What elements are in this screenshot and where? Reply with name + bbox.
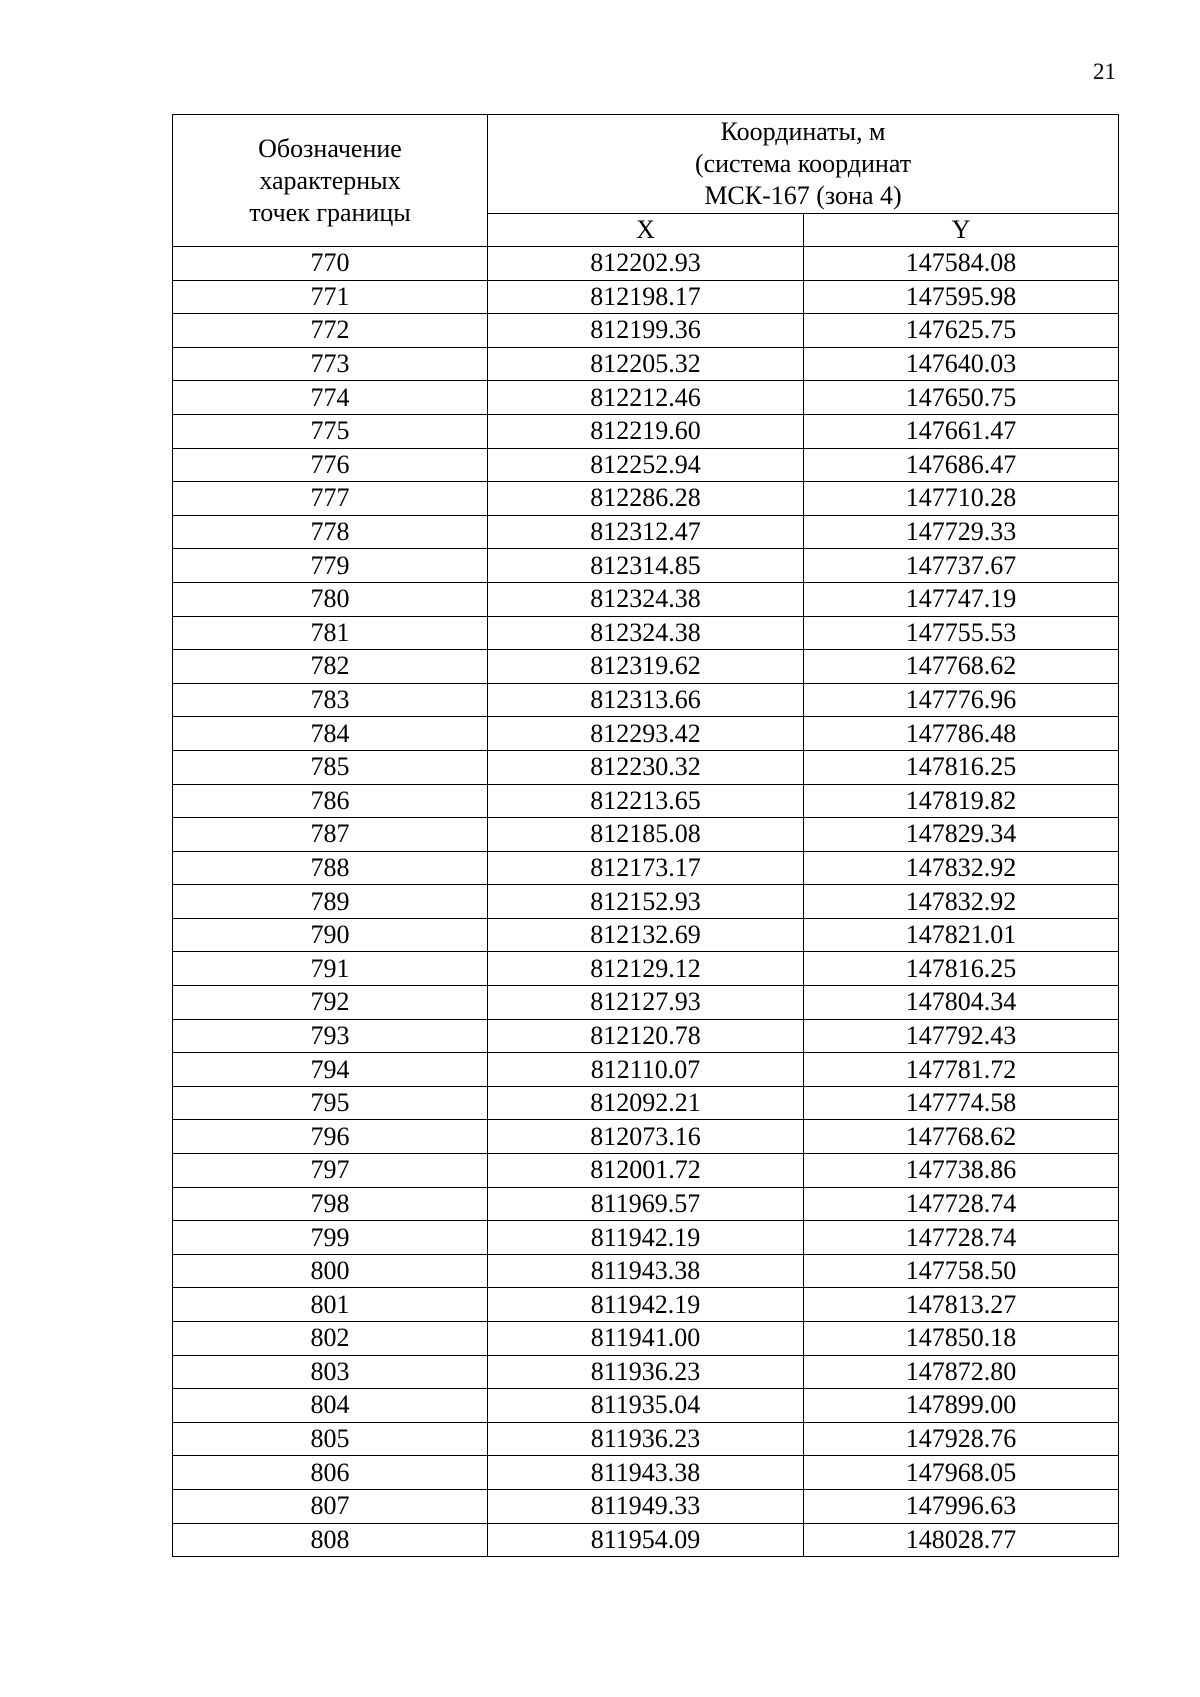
y-coordinate-cell: 147928.76 <box>804 1422 1119 1456</box>
table-row <box>173 918 1119 952</box>
y-coordinate-cell: 147786.48 <box>804 717 1119 751</box>
y-coordinate-cell: 147816.25 <box>804 952 1119 986</box>
x-coordinate-cell: 812129.12 <box>488 952 804 986</box>
x-column-header: X <box>488 214 804 247</box>
table-row <box>173 1254 1119 1288</box>
x-coordinate-cell: 811942.19 <box>488 1288 804 1322</box>
y-coordinate-cell: 147813.27 <box>804 1288 1119 1322</box>
x-coordinate-cell: 812185.08 <box>488 818 804 852</box>
point-number-cell: 770 <box>173 247 488 281</box>
table-row <box>173 314 1119 348</box>
point-number-cell: 775 <box>173 414 488 448</box>
point-number-cell: 783 <box>173 683 488 717</box>
point-number-cell: 805 <box>173 1422 488 1456</box>
x-coordinate-cell: 812073.16 <box>488 1120 804 1154</box>
x-coordinate-cell: 812219.60 <box>488 414 804 448</box>
point-number-cell: 782 <box>173 650 488 684</box>
point-number-cell: 788 <box>173 851 488 885</box>
y-coordinate-cell: 147829.34 <box>804 818 1119 852</box>
x-coordinate-cell: 811941.00 <box>488 1322 804 1356</box>
point-designation-header <box>173 115 488 247</box>
point-number-cell: 802 <box>173 1322 488 1356</box>
y-coordinate-cell: 147737.67 <box>804 549 1119 583</box>
table-row <box>173 784 1119 818</box>
y-coordinate-cell: 147996.63 <box>804 1489 1119 1523</box>
y-coordinate-cell: 147792.43 <box>804 1019 1119 1053</box>
table-row <box>173 750 1119 784</box>
table-row <box>173 582 1119 616</box>
y-coordinate-cell: 147899.00 <box>804 1389 1119 1423</box>
table-row <box>173 1053 1119 1087</box>
x-coordinate-cell: 812213.65 <box>488 784 804 818</box>
x-coordinate-cell: 811954.09 <box>488 1523 804 1557</box>
table-row <box>173 1154 1119 1188</box>
x-coordinate-cell: 812173.17 <box>488 851 804 885</box>
point-number-cell: 779 <box>173 549 488 583</box>
header-line: МСК-167 (зона 4) <box>704 181 902 210</box>
point-number-cell: 796 <box>173 1120 488 1154</box>
y-coordinate-cell: 147821.01 <box>804 918 1119 952</box>
y-coordinate-cell: 147640.03 <box>804 347 1119 381</box>
point-number-cell: 794 <box>173 1053 488 1087</box>
coordinates-header <box>488 115 1119 214</box>
header-line: Обозначение <box>258 133 402 163</box>
y-coordinate-cell: 147781.72 <box>804 1053 1119 1087</box>
point-number-cell: 799 <box>173 1221 488 1255</box>
table-row <box>173 448 1119 482</box>
y-coordinate-cell: 147832.92 <box>804 885 1119 919</box>
point-number-cell: 778 <box>173 515 488 549</box>
x-coordinate-cell: 811942.19 <box>488 1221 804 1255</box>
y-coordinate-cell: 147650.75 <box>804 381 1119 415</box>
y-coordinate-cell: 147728.74 <box>804 1221 1119 1255</box>
table-row <box>173 818 1119 852</box>
y-coordinate-cell: 147850.18 <box>804 1322 1119 1356</box>
point-number-cell: 780 <box>173 582 488 616</box>
coordinates-table <box>172 114 1119 1557</box>
x-coordinate-cell: 812120.78 <box>488 1019 804 1053</box>
y-coordinate-cell: 147584.08 <box>804 247 1119 281</box>
x-coordinate-cell: 811936.23 <box>488 1422 804 1456</box>
header-line: Координаты, м <box>720 117 886 146</box>
point-number-cell: 803 <box>173 1355 488 1389</box>
y-coordinate-cell: 147595.98 <box>804 280 1119 314</box>
y-column-header: Y <box>804 214 1119 247</box>
x-coordinate-cell: 811943.38 <box>488 1254 804 1288</box>
table-row <box>173 1187 1119 1221</box>
x-coordinate-cell: 811969.57 <box>488 1187 804 1221</box>
header-line: (система координат <box>694 149 912 178</box>
table-row <box>173 280 1119 314</box>
x-coordinate-cell: 812202.93 <box>488 247 804 281</box>
point-number-cell: 786 <box>173 784 488 818</box>
y-coordinate-cell: 147804.34 <box>804 986 1119 1020</box>
x-coordinate-cell: 812286.28 <box>488 482 804 516</box>
y-coordinate-cell: 147758.50 <box>804 1254 1119 1288</box>
y-coordinate-cell: 147755.53 <box>804 616 1119 650</box>
point-number-cell: 781 <box>173 616 488 650</box>
y-coordinate-cell: 147738.86 <box>804 1154 1119 1188</box>
table-row <box>173 986 1119 1020</box>
table-row <box>173 1422 1119 1456</box>
table-row <box>173 1120 1119 1154</box>
point-number-cell: 774 <box>173 381 488 415</box>
y-coordinate-cell: 147747.19 <box>804 582 1119 616</box>
y-coordinate-cell: 147768.62 <box>804 1120 1119 1154</box>
table-row <box>173 952 1119 986</box>
table-row <box>173 482 1119 516</box>
header-line: характерных <box>259 165 401 195</box>
table-row <box>173 717 1119 751</box>
point-number-cell: 807 <box>173 1489 488 1523</box>
x-coordinate-cell: 812092.21 <box>488 1086 804 1120</box>
y-coordinate-cell: 147816.25 <box>804 750 1119 784</box>
page-number: 21 <box>1093 59 1116 84</box>
table-body <box>173 247 1119 1557</box>
x-coordinate-cell: 812199.36 <box>488 314 804 348</box>
x-coordinate-cell: 811949.33 <box>488 1489 804 1523</box>
y-coordinate-cell: 147768.62 <box>804 650 1119 684</box>
header-line: точек границы <box>249 197 411 227</box>
point-number-cell: 801 <box>173 1288 488 1322</box>
table-row <box>173 650 1119 684</box>
x-coordinate-cell: 812001.72 <box>488 1154 804 1188</box>
table-row <box>173 1389 1119 1423</box>
y-coordinate-cell: 147710.28 <box>804 482 1119 516</box>
y-coordinate-cell: 147872.80 <box>804 1355 1119 1389</box>
y-coordinate-cell: 147625.75 <box>804 314 1119 348</box>
y-coordinate-cell: 147832.92 <box>804 851 1119 885</box>
x-coordinate-cell: 812110.07 <box>488 1053 804 1087</box>
table-row <box>173 1221 1119 1255</box>
table-row <box>173 381 1119 415</box>
x-coordinate-cell: 812127.93 <box>488 986 804 1020</box>
point-number-cell: 787 <box>173 818 488 852</box>
point-number-cell: 793 <box>173 1019 488 1053</box>
point-number-cell: 771 <box>173 280 488 314</box>
table-row <box>173 885 1119 919</box>
table-row <box>173 347 1119 381</box>
point-number-cell: 798 <box>173 1187 488 1221</box>
x-coordinate-cell: 811936.23 <box>488 1355 804 1389</box>
point-number-cell: 777 <box>173 482 488 516</box>
table-row <box>173 1456 1119 1490</box>
y-coordinate-cell: 147776.96 <box>804 683 1119 717</box>
x-coordinate-cell: 812324.38 <box>488 582 804 616</box>
y-coordinate-cell: 147728.74 <box>804 1187 1119 1221</box>
x-coordinate-cell: 812252.94 <box>488 448 804 482</box>
x-coordinate-cell: 812314.85 <box>488 549 804 583</box>
table-row <box>173 1288 1119 1322</box>
table-row <box>173 683 1119 717</box>
point-number-cell: 776 <box>173 448 488 482</box>
x-coordinate-cell: 811935.04 <box>488 1389 804 1423</box>
point-number-cell: 795 <box>173 1086 488 1120</box>
x-coordinate-cell: 812198.17 <box>488 280 804 314</box>
table-row <box>173 1322 1119 1356</box>
y-coordinate-cell: 147686.47 <box>804 448 1119 482</box>
table-row <box>173 1523 1119 1557</box>
point-number-cell: 772 <box>173 314 488 348</box>
y-coordinate-cell: 147819.82 <box>804 784 1119 818</box>
point-number-cell: 773 <box>173 347 488 381</box>
x-coordinate-cell: 812230.32 <box>488 750 804 784</box>
table-row <box>173 1019 1119 1053</box>
point-number-cell: 804 <box>173 1389 488 1423</box>
x-coordinate-cell: 812212.46 <box>488 381 804 415</box>
x-coordinate-cell: 812152.93 <box>488 885 804 919</box>
y-coordinate-cell: 148028.77 <box>804 1523 1119 1557</box>
point-number-cell: 784 <box>173 717 488 751</box>
table-row <box>173 414 1119 448</box>
x-coordinate-cell: 812132.69 <box>488 918 804 952</box>
x-coordinate-cell: 812313.66 <box>488 683 804 717</box>
point-number-cell: 806 <box>173 1456 488 1490</box>
point-number-cell: 785 <box>173 750 488 784</box>
point-number-cell: 790 <box>173 918 488 952</box>
point-number-cell: 791 <box>173 952 488 986</box>
x-coordinate-cell: 812312.47 <box>488 515 804 549</box>
table-row <box>173 616 1119 650</box>
y-coordinate-cell: 147774.58 <box>804 1086 1119 1120</box>
x-coordinate-cell: 812205.32 <box>488 347 804 381</box>
point-number-cell: 792 <box>173 986 488 1020</box>
x-coordinate-cell: 812293.42 <box>488 717 804 751</box>
point-number-cell: 800 <box>173 1254 488 1288</box>
x-coordinate-cell: 812319.62 <box>488 650 804 684</box>
point-number-cell: 797 <box>173 1154 488 1188</box>
point-number-cell: 808 <box>173 1523 488 1557</box>
x-coordinate-cell: 812324.38 <box>488 616 804 650</box>
table-row <box>173 549 1119 583</box>
y-coordinate-cell: 147661.47 <box>804 414 1119 448</box>
table-row <box>173 1086 1119 1120</box>
x-coordinate-cell: 811943.38 <box>488 1456 804 1490</box>
table-row <box>173 1355 1119 1389</box>
y-coordinate-cell: 147968.05 <box>804 1456 1119 1490</box>
point-number-cell: 789 <box>173 885 488 919</box>
table-row <box>173 247 1119 281</box>
y-coordinate-cell: 147729.33 <box>804 515 1119 549</box>
table-row <box>173 851 1119 885</box>
table-row <box>173 1489 1119 1523</box>
table-row <box>173 515 1119 549</box>
